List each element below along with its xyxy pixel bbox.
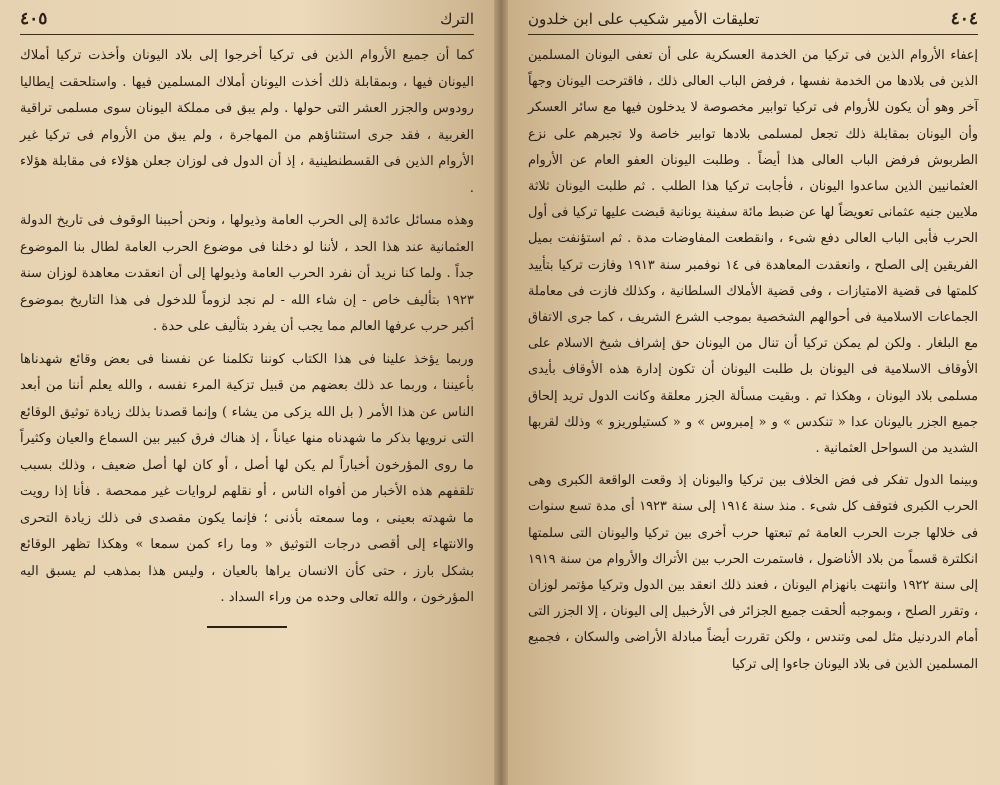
right-header-rule [528, 34, 978, 35]
left-page-number: ٤٠٥ [20, 9, 48, 29]
left-page-body [20, 43, 474, 612]
right-paragraph-1: إعفاء الأروام الذين فى تركيا من الخدمة العسكرية على أن تعفى اليونان المسلمين الذين فى بلادها من الخدمة نفسها ، فرفض الباب العالى ذلك ، فاقترحت اليونان وجهاً آخر وهو أن يكون للأروام فى تركيا توابير مخصوصة لا يدخلون فيها مع سائر العسكر وأن اليونان بمقابلة ذلك تجعل لمسلمى بلادها توابير خاصة ولا تجبرهم على نزع الطربوش فرفض الباب العالى هذا أيضاً . وطلبت اليونان العفو العام عن الأروام العثمانيين الذين ساعدوا اليونان ، فأجابت تركيا هذا الطلب . ثم طلبت اليونان ثلاثة ملايين جنيه عثمانى تعويضاً لها عن ضبط مائة سفينة يونانية قبضت عليها تركيا فى أول الحرب فأبى الباب العالى دفع شىء ، وانقطعت المفاوضات مدة . ثم استؤنفت بميل الفريقين إلى الصلح ، وانعقدت المعاهدة فى ١٤ نوفمبر سنة ١٩١٣ وفازت تركيا بتأييد كلمتها فى قضية الامتيازات ، وفى قضية الأملاك السلطانية ، وكذلك فازت فى معاملة الجماعات الاسلامية فى أحوالهم الشخصية بموجب الشرع الشريف ، كما جرى الاتفاق مع البلغار . ولكن لم يمكن تركيا أن تنال من اليونان حق إشراف شيخ الاسلام على الأوقاف الاسلامية فى اليونان بل طلبت اليونان أن تكون إدارة هذه الأوقاف بأيدى مسلمى بلاد اليونان ، وهكذا تم . وبقيت مسألة الجزر معلقة وكانت الدول تريد إلحاق جميع الجزر باليونان عدا « تنكدس » و « إمبروس » و « كستيلوريزو » وذلك لقربها الشديد من السواحل العثمانية . [528, 48, 978, 457]
right-page [500, 0, 1000, 785]
right-running-head: تعليقات الأمير شكيب على ابن خلدون [528, 10, 760, 28]
left-running-head: الترك [440, 10, 474, 28]
right-page-number: ٤٠٤ [950, 9, 978, 29]
book-gutter [494, 0, 508, 785]
left-header-rule [20, 34, 474, 35]
left-page-header [20, 6, 474, 32]
right-page-body [528, 43, 978, 678]
right-page-header [528, 6, 978, 32]
section-end-rule [207, 626, 287, 628]
left-paragraph-2: وهذه مسائل عائدة إلى الحرب العامة وذيولها ، ونحن أحببنا الوقوف فى تاريخ الدولة العثمانية عند هذا الحد ، لأننا لو دخلنا فى موضوع الحرب العامة لطال بنا الموضوع جداً . ولما كنا نريد أن نفرد الحرب العامة وذيولها إلى أن انعقدت معاهدة لوزان سنة ١٩٢٣ بتأليف خاص - إن شاء الله - لم نجد لزوماً للدخول فى هذا التاريخ بموضوع أكبر حرب عرفها العالم مما يجب أن يفرد بتأليف على حدة . [20, 213, 474, 334]
left-paragraph-1: كما أن جميع الأروام الذين فى تركيا أخرجوا إلى بلاد اليونان وأخذت تركيا أملاك اليونان فيها ، وبمقابلة ذلك أخذت اليونان أملاك المسلمين فيها . واستلحقت إيطاليا رودوس والجزر العشر التى حولها . ولم يبق فى مملكة اليونان سوى مسلمى تراقية الغربية ، فقد جرى استثناؤهم من المهاجرة ، ولم يبق من الأروام فى تركيا غير الأروام الذين فى القسطنطينية ، إذ أن الدول فى لوزان جعلن هؤلاء فى مقابلة هؤلاء . [20, 48, 474, 196]
left-paragraph-3: وربما يؤخذ علينا فى هذا الكتاب كوننا تكلمنا عن نفسنا فى بعض وقائع شهدناها بأعيننا ، وربما عد ذلك بعضهم من قبيل تزكية المرء نفسه ، والله يعلم أننا من أبعد الناس عن هذا الأمر ( بل الله يزكى من يشاء ) وإنما قصدنا بذلك زيادة توثيق الوقائع التى نرويها بذكر ما شهدناه منها عياناً ، إذ هناك فرق كبير بين السماع والعيان وكثيراً ما روى المؤرخون أخباراً لم يكن لها أصل ، أو كان لها أصل ضعيف ، وذلك بسبب تلقفهم هذه الأخبار من أفواه الناس ، أو نقلهم لروايات غير ممحصة . فأنا إذا رويت ما شهدته بعينى ، وما سمعته بأذنى ؛ فإنما يكون مقصدى فى ذلك زيادة التحرى والانتهاء إلى أقصى درجات التوثيق « وما راء كمن سمعا » وهكذا تظهر الوقائع بشكل بارز ، حتى كأن الانسان يراها بالعيان ، وليس هذا بمذهب لم يسبق اليه المؤرخون ، والله تعالى وحده من وراء السداد . [20, 351, 474, 605]
right-paragraph-2: وبينما الدول تفكر فى فض الخلاف بين تركيا واليونان إذ وقعت الواقعة الكبرى وهى الحرب الكبرى فتوقف كل شىء . منذ سنة ١٩١٤ إلى سنة ١٩٢٣ أى مدة تسع سنوات فى خلالها جرت الحرب العامة ثم تبعتها حرب أخرى بين تركيا واليونان التى سلمتها انكلترة قسماً من بلاد الأناضول ، فاستمرت الحرب بين الأتراك والأروام من سنة ١٩١٩ إلى سنة ١٩٢٢ وانتهت بانهزام اليونان ، فعند ذلك انعقد بين الدول وتركيا مؤتمر لوزان ، وتقرر الصلح ، وبموجبه ألحقت جميع الجزائر فى الأرخبيل إلى اليونان ، إلا الجزر التى أمام الدردنيل مثل لمى وتندس ، ولكن تقررت أيضاً مبادلة الأراضى والسكان ، فجميع المسلمين الذين فى بلاد اليونان جاءوا إلى تركيا [528, 473, 978, 672]
